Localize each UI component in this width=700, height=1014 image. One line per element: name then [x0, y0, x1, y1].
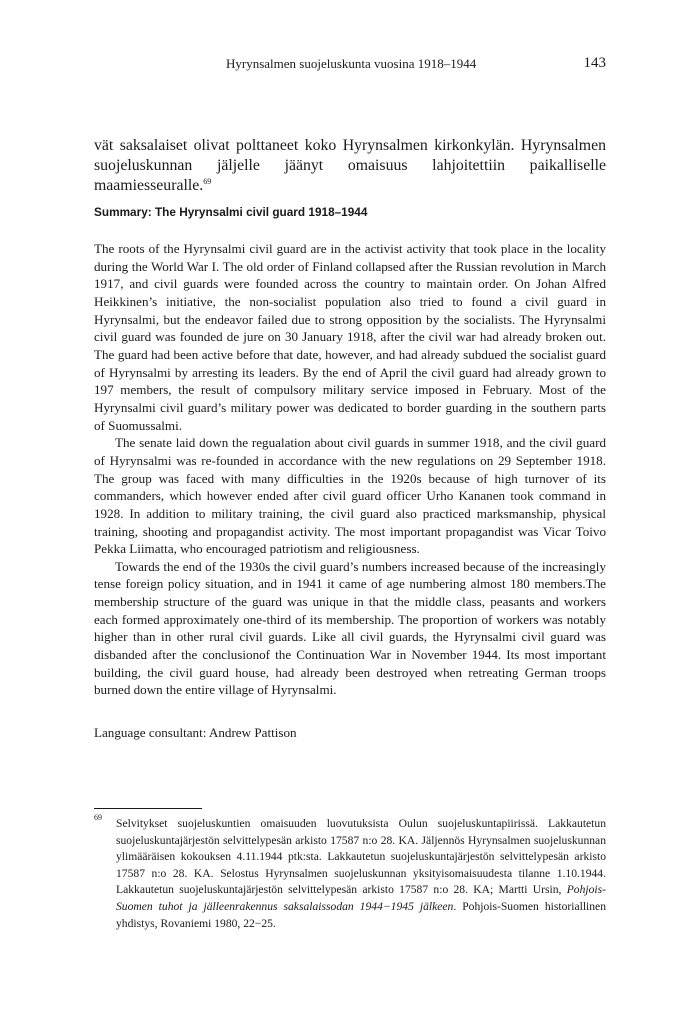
language-consultant: Language consultant: Andrew Pattison [94, 725, 297, 740]
page-number: 143 [583, 55, 606, 71]
footnote-divider [94, 808, 202, 809]
intro-text: vät saksalaiset olivat polttaneet koko Hyrynsalmen kirkonkylän. Hyrynsalmen suojeluskunnan jäljelle jäänyt omaisuus lahjoitettiin paikalliselle maamiesseuralle. [94, 137, 606, 194]
intro-paragraph [94, 136, 606, 196]
summary-heading: Summary: The Hyrynsalmi civil guard 1918–1944 [94, 205, 368, 219]
footnote-69 [94, 813, 607, 932]
footnote-text-end: . Pohjois-Suomen historiallinen yhdistys, Rovaniemi 1980, 22−25. [116, 899, 607, 930]
footnote-book-title: Pohjois-Suomen tuhot ja jälleenrakennus saksalaissodan 1944−1945 jälkeen [116, 883, 606, 913]
footnote-reference[interactable]: 69 [203, 177, 212, 186]
summary-paragraph-2: The senate laid down the regualation about civil guards in summer 1918, and the civil guard of Hyrynsalmi was re-founded in accordance with the new regulations on 29 September 1918. The group was faced with many difficulties in the 1920s because of high turnover of its commanders, which however ended after civil guard officer Urho Kananen took command in 1928. In addition to military training, the civil guard also practiced marksmanship, physical training, shooting and propagandist activity. The most important propagandist was Vicar Toivo Pekka Liimatta, who encouraged patriotism and religiousness. [94, 435, 606, 557]
footnote-number: 69 [94, 813, 102, 822]
summary-paragraph-1: The roots of the Hyrynsalmi civil guard are in the activist activity that took place in the locality during the World War I. The old order of Finland collapsed after the Russian revolution in March 1917, and civil guards were founded across the country to maintain order. On Johan Alfred Heikkinen’s initiative, the non-socialist population also tried to found a civil guard in Hyrynsalmi, but the endeavor failed due to strong opposition by the socialists. The Hyrynsalmi civil guard was founded de jure on 30 January 1918, after the civil war had already broken out. The guard had been active before that date, however, and had already subdued the socialist guard of Hyrynsalmi by arresting its leaders. By the end of April the civil guard had already grown to 197 members, the result of compulsory military service imposed in February. Most of the Hyrynsalmi civil guard’s military power was dedicated to border guarding in the southern parts of Suomussalmi. [94, 241, 606, 433]
footnote-text-start: Selvitykset suojeluskuntien omaisuuden luovutuksista Oulun suojeluskuntapiirissä. Lakkautetun suojeluskuntajärjestön selvittelypesän arkisto 17587 n:o 28. KA. Jäljennös Hyrynsalmen suojeluskunnan ylimääräisen kokouksen 4.11.1944 ptk:sta. Lakkautetun suojeluskuntajärjestön selvittelypesän arkisto 17587 n:o 28. KA. Selostus Hyrynsalmen suojeluskunnan yksityisomaisuudesta tilanne 1.10.1944. Lakkautetun suojeluskuntajärjestön selvittelypesän arkisto 17587 n:o 28. KA; Martti Ursin, [116, 817, 606, 897]
running-title: Hyrynsalmen suojeluskunta vuosina 1918–1944 [226, 56, 477, 71]
footnote-text [116, 816, 606, 932]
summary-paragraph-3: Towards the end of the 1930s the civil guard’s numbers increased because of the increasingly tense foreign policy situation, and in 1941 it came of age numbering almost 180 members.The membership structure of the guard was unique in that the middle class, peasants and workers each formed approximately one-third of its membership. The proportion of workers was notably higher than in other rural civil guards. Like all civil guards, the Hyrynsalmi civil guard was disbanded after the conclusionof the Continuation War in November 1944. Its most important building, the civil guard house, had already been destroyed when retreating German troops burned down the entire village of Hyrynsalmi. [94, 558, 606, 698]
summary-body [94, 240, 606, 699]
